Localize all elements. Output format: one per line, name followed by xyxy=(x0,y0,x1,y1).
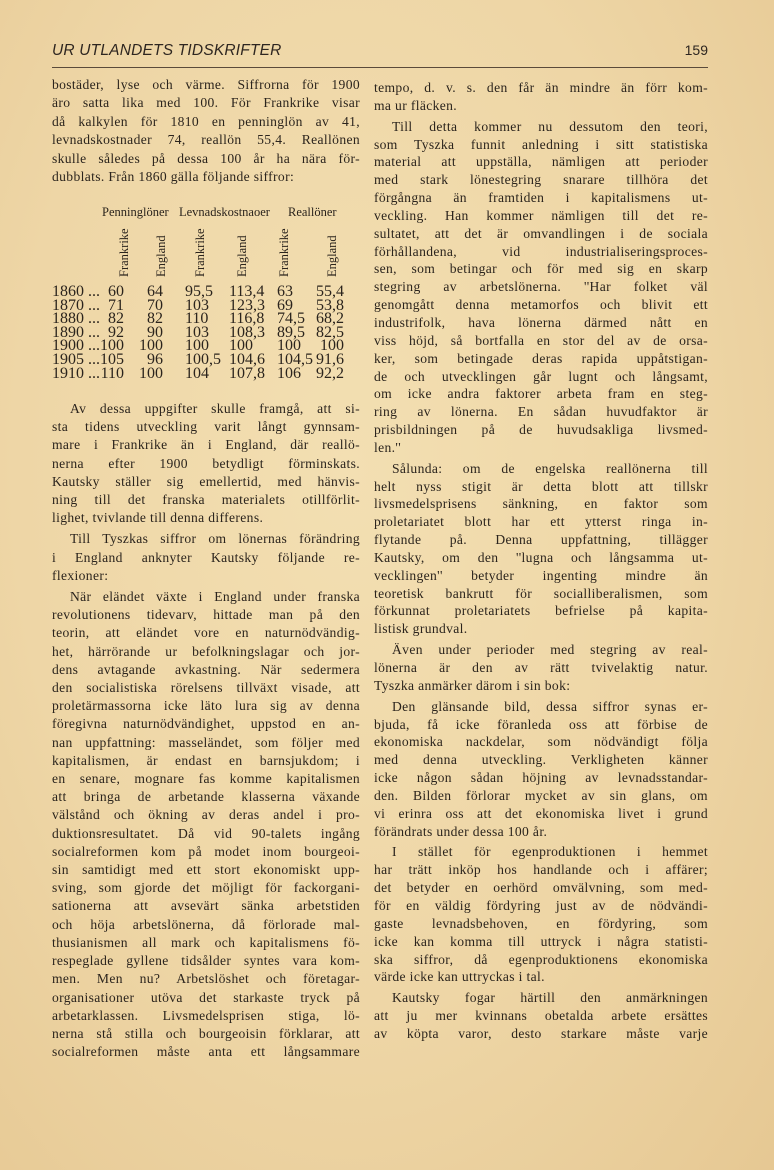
table-column-header-label: Frankrike xyxy=(193,228,207,277)
text-line: duktionsresultatet. Då vid 90-talets ingång xyxy=(52,825,360,841)
row-year: 1910 xyxy=(52,364,84,382)
table-cell: 110 xyxy=(185,310,209,328)
text-line: för en väldig fördyring just av de nödvändi- xyxy=(374,897,708,913)
table-cell: 82 xyxy=(147,310,163,328)
table-cell: 106 xyxy=(277,364,301,382)
text-line: i England anknyter Kautsky följande re- xyxy=(52,549,360,565)
table-cell: 60 xyxy=(108,283,124,300)
text-line: förhållandena, vid industrialiseringsproces- xyxy=(374,243,708,259)
text-line: värde icke kan uttryckas i tal. xyxy=(374,969,545,985)
table-cell: 55,4 xyxy=(316,283,344,300)
text-line: sta tidens utveckling varit långt gynnsam- xyxy=(52,419,360,435)
paragraph xyxy=(374,989,708,1043)
row-leader-dots: ... xyxy=(88,296,100,314)
table-cell: 100 xyxy=(139,337,163,355)
table-group-header: Levnadskostnaoer xyxy=(179,205,270,219)
text-line: vecklingen'' betyder ingenting mindre än xyxy=(374,567,708,583)
table-column-header xyxy=(194,229,208,277)
table-cell: 105 xyxy=(100,351,124,368)
paragraph xyxy=(374,641,708,695)
text-line: den. Bilden förlorar mycket av sin glans, om xyxy=(374,787,708,803)
text-line: en senare, mognare fas komme kapitalismen xyxy=(52,771,360,787)
text-line: ker, som betingade deras rapida uppåtstigan- xyxy=(374,350,708,366)
text-line: Av dessa uppgifter skulle framgå, att si- xyxy=(70,401,360,416)
text-line: flexioner: xyxy=(52,567,109,583)
text-line: av köpta varor, desto starkare måste varje xyxy=(374,1025,708,1041)
text-line: gaste levnadsbehoven, en fördyring, som xyxy=(374,915,708,931)
table-cell: 100,5 xyxy=(185,351,221,368)
text-line: I stället för egenproduktionen i hemmet xyxy=(392,844,708,860)
table-cell: 100 xyxy=(139,364,163,382)
text-line: ma ur fläcken. xyxy=(374,97,458,113)
text-line: listisk grundval. xyxy=(374,621,468,637)
text-line: kapitalismen, är endast en barnsjukdom; i xyxy=(52,752,360,768)
table-cell: 74,5 xyxy=(277,310,305,328)
text-line: flytande på. Denna uppfattning, tillägger xyxy=(374,532,708,548)
text-line: om icke andra faktorer arbeta fram en steg- xyxy=(374,386,708,402)
row-year: 1870 xyxy=(52,296,84,314)
text-line: proletärmassorna icke läto lura sig av denna xyxy=(52,698,360,714)
text-line: teoretisk bankrutt för socialliberalismen, som xyxy=(374,585,708,601)
text-line: skulle således på dessa 100 år ha nära för- xyxy=(52,150,360,166)
table-column-header-label: Frankrike xyxy=(277,228,291,277)
text-line: föregivna naturnödvändighet, uppstod en an- xyxy=(52,716,360,732)
text-line: stegring av arbetslönerna. ''Har folket väl xyxy=(374,279,708,295)
row-leader-dots: ... xyxy=(88,283,100,300)
text-line: nerna stå stilla och bourgeoisin förklarar, att xyxy=(52,1025,360,1041)
table-column-header xyxy=(236,229,250,277)
text-line: bostäder, lyse och värme. Siffrorna för 1900 xyxy=(52,77,360,92)
row-leader-dots: ... xyxy=(88,351,100,368)
text-line: icke kan komma till uttryck i några statisti- xyxy=(374,933,708,949)
page-number: 159 xyxy=(684,42,708,58)
table-cell: 100 xyxy=(277,337,301,355)
text-line: helt nyss stigit är detta blott att tillskr xyxy=(374,478,708,494)
running-title: UR UTLANDETS TIDSKRIFTER xyxy=(52,42,282,59)
table-cell: 104,5 xyxy=(277,351,313,368)
text-line: Till detta kommer nu dessutom den teori, xyxy=(392,118,708,134)
table-cell: 100 xyxy=(100,337,124,355)
left-column-intro xyxy=(52,76,360,189)
text-line: Kautsky, om den ''lugna och långsamma ut- xyxy=(374,549,708,565)
table-row xyxy=(52,364,352,382)
text-line: nerna efter 1900 betydligt förminskats. xyxy=(52,455,360,471)
text-line: Sålunda: om de engelska reallönerna till xyxy=(392,460,708,476)
text-line: sving, som gjorde det möjligt för fackorgani- xyxy=(52,880,360,896)
text-line: organisationer utöva det starkaste tryck på xyxy=(52,989,360,1005)
text-line: industrifolk, hava lönerna därmed nått en xyxy=(374,314,708,330)
text-line: äro satta lika med 100. För Frankrike visar xyxy=(52,95,360,111)
paragraph xyxy=(52,400,360,527)
text-line: lönerna är den av rätt tvivelaktig natur. xyxy=(374,660,708,675)
table-cell: 103 xyxy=(185,323,209,341)
paragraph xyxy=(374,843,708,986)
text-line: teorin, att eländet vore en naturnödvändig- xyxy=(52,625,360,641)
table-group-header: Penninglöner xyxy=(102,205,169,219)
table-column-header-label: Frankrike xyxy=(117,228,131,277)
table-cell: 69 xyxy=(277,296,293,314)
text-line: thusianismen all mark och kapitalismens fö- xyxy=(52,934,360,950)
text-line: sultatet, att det är omvandlingen i de sociala xyxy=(374,225,708,241)
table-cell: 82 xyxy=(108,310,124,328)
table-cell: 104 xyxy=(185,364,209,382)
text-line: med denna utveckling. Verkligheten känner xyxy=(374,752,708,768)
text-line: förgångna än framtiden i kapitalismens ut- xyxy=(374,190,708,206)
text-line: ning till det franska materialets otillförlit- xyxy=(52,492,360,508)
text-line: Till Tyszkas siffror om lönernas förändring xyxy=(70,531,360,547)
table-cell: 100 xyxy=(229,337,253,355)
text-line: lighet, tvivlande till denna differens. xyxy=(52,510,264,526)
text-line: icke någon sådan höjning av levnadsstandar- xyxy=(374,770,708,786)
paragraph xyxy=(374,79,708,115)
text-line: livsmedelsprisens sänkning, en faktor som xyxy=(374,496,708,512)
text-line: dens avtagande avkastning. När sedermera xyxy=(52,661,360,677)
table-cell: 90 xyxy=(147,323,163,341)
paragraph xyxy=(374,698,708,841)
text-line: veckling. Han kommer nämligen till det re- xyxy=(374,207,708,223)
text-line: men. Men nu? Arbetslöshet och företagar- xyxy=(52,971,360,987)
table-cell: 100 xyxy=(185,337,209,355)
text-line: prisbildningen på de huvudsakliga livsmed- xyxy=(374,422,708,438)
paragraph xyxy=(374,460,708,638)
text-line: nan uppfattning: masseländet, som följer med xyxy=(52,734,360,750)
table-column-header xyxy=(155,229,169,277)
text-line: material att uppställa, nämligen att perioder xyxy=(374,154,708,170)
text-line: ekonomiska nackdelar, som nödvändigt följa xyxy=(374,734,708,750)
row-leader-dots: ... xyxy=(88,364,100,382)
text-line: levnadskostnader 74, reallön 55,4. Reallönen xyxy=(52,132,360,148)
text-line: revolutionens tidevarv, hittade man på den xyxy=(52,607,360,623)
table-cell: 53,8 xyxy=(316,296,344,314)
table-cell: 100 xyxy=(320,337,344,355)
text-line: Tyszka anmärker därom i sin bok: xyxy=(374,677,571,693)
table-column-header-label: England xyxy=(154,235,168,277)
text-line: Den glänsande bild, dessa siffror synas er- xyxy=(392,698,708,714)
table-cell: 64 xyxy=(147,283,163,300)
paragraph xyxy=(374,118,708,457)
paragraph xyxy=(52,76,360,186)
text-line: med stark lönestegring snarare tillhöra det xyxy=(374,172,708,188)
running-header xyxy=(52,40,708,68)
text-line: socialreformen måste anta ett långsammare xyxy=(52,1044,360,1060)
row-leader-dots: ... xyxy=(88,323,100,341)
row-year: 1860 xyxy=(52,283,84,300)
paragraph xyxy=(52,588,360,1061)
text-line: vi erinra oss att det ekonomiska livet i grund xyxy=(374,805,708,821)
text-line: sen, som betingar och för med sig en skarp xyxy=(374,261,708,277)
table-cell: 71 xyxy=(108,296,124,314)
text-line: bjuda, få icke föranleda oss att förbise de xyxy=(374,716,708,732)
text-line: respeglade gyllene tidsålder syntes vara kom- xyxy=(52,953,360,969)
left-column-body xyxy=(52,400,360,1064)
row-leader-dots: ... xyxy=(88,310,100,328)
text-line: len.'' xyxy=(374,439,402,455)
table-column-header xyxy=(326,229,340,277)
paragraph xyxy=(52,530,360,585)
text-line: att ju mer kvinnans obetalda arbete ersättes xyxy=(374,1008,708,1024)
table-column-header xyxy=(278,229,292,277)
text-line: genomgått denna metamorfos och blivit ett xyxy=(374,297,708,313)
table-column-header-label: England xyxy=(235,235,249,277)
row-year: 1905 xyxy=(52,351,84,368)
right-column-body xyxy=(374,79,708,1046)
text-line: ring av lönerna. En sådan huvudfaktor är xyxy=(374,404,708,420)
table-cell: 92,2 xyxy=(316,364,344,382)
text-line: då kalkylen för 1810 en penninglön av 41, xyxy=(52,113,360,129)
row-year: 1880 xyxy=(52,310,84,328)
text-line: har trätt inköp hos handlande och i affärer; xyxy=(374,862,708,878)
table-cell: 82,5 xyxy=(316,323,344,341)
text-line: socialreformen kom på modet inom bourgeoi- xyxy=(52,843,360,859)
text-line: ska siffror, då egenproduktionens ekonomiska xyxy=(374,951,708,967)
text-line: proletariatet blott har ett ytterst ringa in- xyxy=(374,514,708,530)
table-cell: 95,5 xyxy=(185,283,213,300)
text-line: Kautsky ställer sig emellertid, med hänvis- xyxy=(52,473,360,489)
table-cell: 110 xyxy=(100,364,124,382)
table-cell: 123,3 xyxy=(229,296,265,314)
text-line: dubblats. Från 1860 gälla följande siffror: xyxy=(52,169,295,185)
table-cell: 103 xyxy=(185,296,209,314)
text-line: att bringa de arbetande klasserna växande xyxy=(52,789,360,805)
text-line: sationerna att avsevärt sänka arbetstiden xyxy=(52,898,360,914)
text-line: arbetarklassen. Livsmedelsprisen stiga, lö- xyxy=(52,1007,360,1023)
table-cell: 92 xyxy=(108,323,124,341)
row-leader-dots: ... xyxy=(88,337,100,355)
text-line: de och utvecklingen går lugnt och långsamt, xyxy=(374,368,708,384)
table-group-header: Reallöner xyxy=(288,205,337,219)
table-cell: 91,6 xyxy=(316,351,344,368)
text-line: viss höjd, så bortfalla en stor del av de orsa- xyxy=(374,332,708,348)
text-line: förändrats under dessa 100 år. xyxy=(374,823,548,839)
row-year: 1890 xyxy=(52,323,84,341)
text-line: och höja arbetslönerna, då förlorade mal- xyxy=(52,916,360,932)
table-cell: 113,4 xyxy=(229,283,265,300)
table-cell: 63 xyxy=(277,283,293,300)
text-line: sin samtidigt med ett stort ekonomiskt upp- xyxy=(52,862,360,878)
text-line: När eländet växte i England under franska xyxy=(70,589,360,605)
table-cell: 68,2 xyxy=(316,310,344,328)
table-cell: 89,5 xyxy=(277,323,305,341)
text-line: som Tyszka funnit anledning i sitt statistiska xyxy=(374,136,708,152)
text-line: het, härrörande ur befolkningslagar och jor- xyxy=(52,643,360,659)
text-line: den socialistiska rörelsens tillväxt visade, att xyxy=(52,680,360,696)
text-line: välstånd och ökning av deras andel i pro- xyxy=(52,807,360,823)
table-cell: 96 xyxy=(147,351,163,368)
text-line: tempo, d. v. s. den får än mindre än förr kom- xyxy=(374,80,708,95)
table-column-header-label: England xyxy=(325,235,339,277)
text-line: förkunnat proletariatets befrielse på kapita- xyxy=(374,603,708,619)
text-line: mare i Frankrike än i England, där reallö- xyxy=(52,437,360,453)
text-line: Även under perioder med stegring av real- xyxy=(392,642,708,658)
text-line: det betyder en oerhörd omvälvning, som med- xyxy=(374,880,708,896)
row-year: 1900 xyxy=(52,337,84,355)
table-column-header xyxy=(118,229,132,277)
table-cell: 108,3 xyxy=(229,323,265,341)
table-cell: 70 xyxy=(147,296,163,314)
table-cell: 104,6 xyxy=(229,351,265,368)
text-line: Kautsky fogar härtill den anmärkningen xyxy=(392,990,708,1006)
table-cell: 107,8 xyxy=(229,364,265,382)
table-cell: 116,8 xyxy=(229,310,265,328)
